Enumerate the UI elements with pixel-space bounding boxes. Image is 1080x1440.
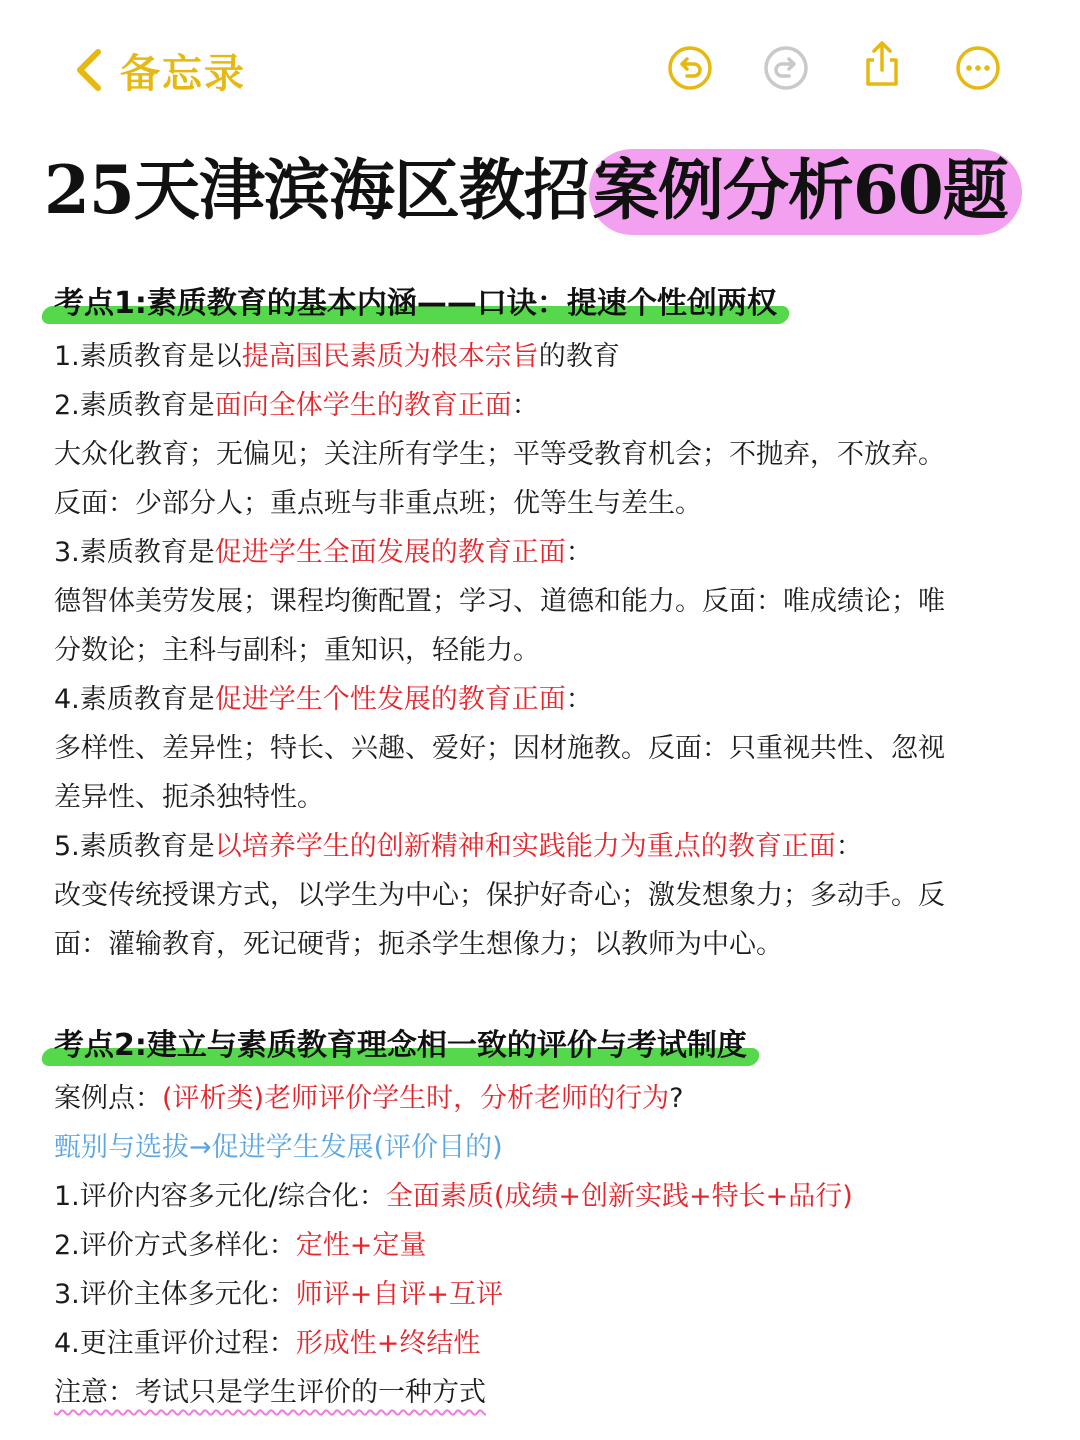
s1-line-5: 3.素质教育是促进学生全面发展的教育正面： [54, 537, 593, 568]
s1-line-12: 改变传统授课方式，以学生为中心；保护好奇心；激发想象力；多动手。反 [54, 880, 945, 911]
s2-line-1: 1.评价内容多元化/综合化：全面素质(成绩+创新实践+特长+品行) [54, 1181, 853, 1212]
section-1-heading-row [54, 276, 1034, 332]
s2-note-line [54, 1368, 1034, 1417]
s1-line-4: 反面：少部分人；重点班与非重点班；优等生与差生。 [54, 488, 702, 519]
s1-line-1: 1.素质教育是以提高国民素质为根本宗旨的教育 [54, 341, 620, 372]
s2-line-4: 4.更注重评价过程：形成性+终结性 [54, 1328, 481, 1359]
s2-line-2: 2.评价方式多样化：定性+定量 [54, 1230, 427, 1261]
s1-line-11: 5.素质教育是以培养学生的创新精神和实践能力为重点的教育正面： [54, 831, 863, 862]
s1-line-13: 面：灌输教育，死记硬背；扼杀学生想像力；以教师为中心。 [54, 929, 783, 960]
top-toolbar [0, 0, 1080, 120]
s2-case-line: 案例点：(评析类)老师评价学生时，分析老师的行为? [54, 1083, 684, 1114]
chevron-left-icon [72, 46, 106, 94]
back-label: 备忘录 [120, 50, 246, 97]
more-button[interactable] [954, 44, 1002, 92]
undo-icon [666, 44, 714, 92]
s1-line-3: 大众化教育；无偏见；关注所有学生；平等受教育机会；不抛弃，不放弃。 [54, 439, 945, 470]
s1-line-7: 分数论；主科与副科；重知识，轻能力。 [54, 635, 540, 666]
redo-icon [762, 44, 810, 92]
section-1-heading: 考点1:素质教育的基本内涵——口诀：提速个性创两权 [54, 276, 777, 332]
s2-purpose-line: 甄别与选拔→促进学生发展(评价目的) [54, 1132, 503, 1163]
section-2-heading-row [54, 1018, 1034, 1074]
s1-line-10: 差异性、扼杀独特性。 [54, 782, 324, 813]
note-body[interactable] [54, 276, 1034, 1417]
s2-note-text: 注意：考试只是学生评价的一种方式 [54, 1377, 486, 1408]
s2-line-3: 3.评价主体多元化：师评+自评+互评 [54, 1279, 504, 1310]
s1-line-9: 多样性、差异性；特长、兴趣、爱好；因材施教。反面：只重视共性、忽视 [54, 733, 945, 764]
share-button[interactable] [858, 40, 906, 88]
section-2-heading: 考点2:建立与素质教育理念相一致的评价与考试制度 [54, 1018, 747, 1074]
share-icon [858, 40, 906, 88]
title-highlight: 案例分析60题 [589, 149, 1022, 235]
section-spacer [54, 969, 1034, 1018]
more-icon [954, 44, 1002, 92]
title-part-1: 25天津滨海区教招 [44, 151, 589, 229]
s1-line-2: 2.素质教育是面向全体学生的教育正面： [54, 390, 539, 421]
s1-line-6: 德智体美劳发展；课程均衡配置；学习、道德和能力。反面：唯成绩论；唯 [54, 586, 945, 617]
note-title [44, 140, 1064, 240]
undo-button[interactable] [666, 44, 714, 92]
redo-button[interactable] [762, 44, 810, 92]
back-button[interactable] [72, 40, 246, 100]
s1-line-8: 4.素质教育是促进学生个性发展的教育正面： [54, 684, 593, 715]
